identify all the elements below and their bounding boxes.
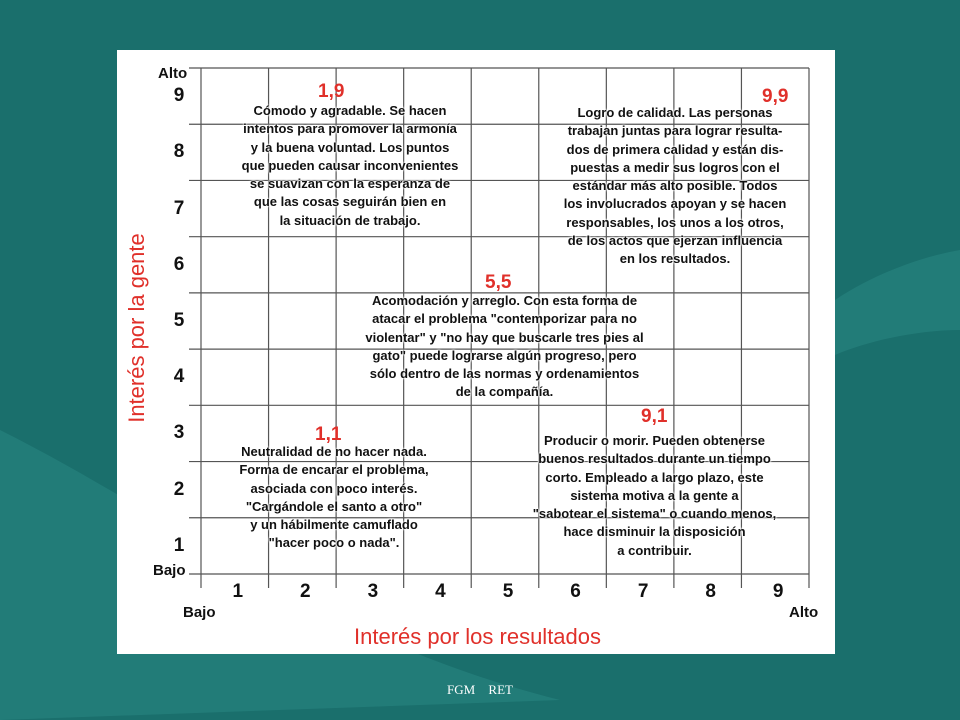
x-tick-label: 5 xyxy=(502,581,514,602)
y-tick-label: 7 xyxy=(173,197,185,219)
y-tick-label: 9 xyxy=(173,85,185,107)
x-axis-title: Interés por los resultados xyxy=(354,624,602,649)
x-tick-label: 4 xyxy=(435,581,446,602)
y-tick-label: 6 xyxy=(173,253,185,275)
x-tick-label: 8 xyxy=(705,581,716,602)
style-description-9-9: Logro de calidad. Las personas trabajan juntas para lograr resulta- dos de primera calidad y están dis- puestas a medir sus logros con el estándar más alto posible. Todos los involucrados apoyan y se hacen responsables, los unos a los otros, de los actos que ejerzan influencia en los resultados. xyxy=(563,105,787,267)
x-tick-label: 7 xyxy=(637,581,649,602)
y-axis-title: Interés por la gente xyxy=(124,233,149,423)
x-tick-label: 1 xyxy=(232,581,244,602)
slide-footer: FGM RET xyxy=(447,682,513,697)
y-tick-label: 8 xyxy=(173,141,185,163)
coord-label-9-9: 9,9 xyxy=(762,86,789,107)
x-axis-high-label: Alto xyxy=(789,604,819,621)
style-description-5-5: Acomodación y arreglo. Con esta forma de atacar el problema "contemporizar para no violentar" y "no hay que buscarle tres pies al gato" puede lograrse algún progreso, pero sólo dentro de las normas y ordenamientos de la compañía. xyxy=(365,293,644,400)
x-tick-label: 9 xyxy=(772,581,784,602)
y-tick-label: 1 xyxy=(173,534,185,556)
coord-label-1-1: 1,1 xyxy=(315,424,342,445)
coord-label-1-9: 1,9 xyxy=(318,81,345,102)
x-tick-label: 3 xyxy=(367,581,379,602)
managerial-grid-panel xyxy=(117,50,835,654)
y-tick-label: 5 xyxy=(173,310,185,331)
x-tick-label: 6 xyxy=(570,581,581,602)
coord-label-9-1: 9,1 xyxy=(641,406,668,427)
style-description-1-1: Neutralidad de no hacer nada. Forma de encarar el problema, asociada con poco interés. "Cargándole el santo a otro" y un hábilmente camuflado "hacer poco o nada". xyxy=(239,444,429,551)
style-description-1-9: Cómodo y agradable. Se hacen intentos para promover la armonía y la buena voluntad. Los puntos que pueden causar inconvenientes se suavizan con la esperanza de que las cosas seguirán bien en la situación de trabajo. xyxy=(241,103,459,228)
y-tick-label: 4 xyxy=(173,366,185,388)
y-tick-label: 2 xyxy=(173,478,185,500)
y-axis-high-label: Alto xyxy=(158,65,188,82)
coord-label-5-5: 5,5 xyxy=(485,272,512,293)
style-description-9-1: Producir o morir. Pueden obtenerse buenos resultados durante un tiempo corto. Empleado a largo plazo, este sistema motiva a la gente a "sabotear el sistema" o cuando menos, hace disminuir la disposición a contribuir. xyxy=(532,433,777,558)
x-axis-low-label: Bajo xyxy=(183,604,216,621)
y-axis-low-label: Bajo xyxy=(153,562,186,579)
y-tick-label: 3 xyxy=(173,422,185,444)
x-tick-label: 2 xyxy=(300,581,311,602)
